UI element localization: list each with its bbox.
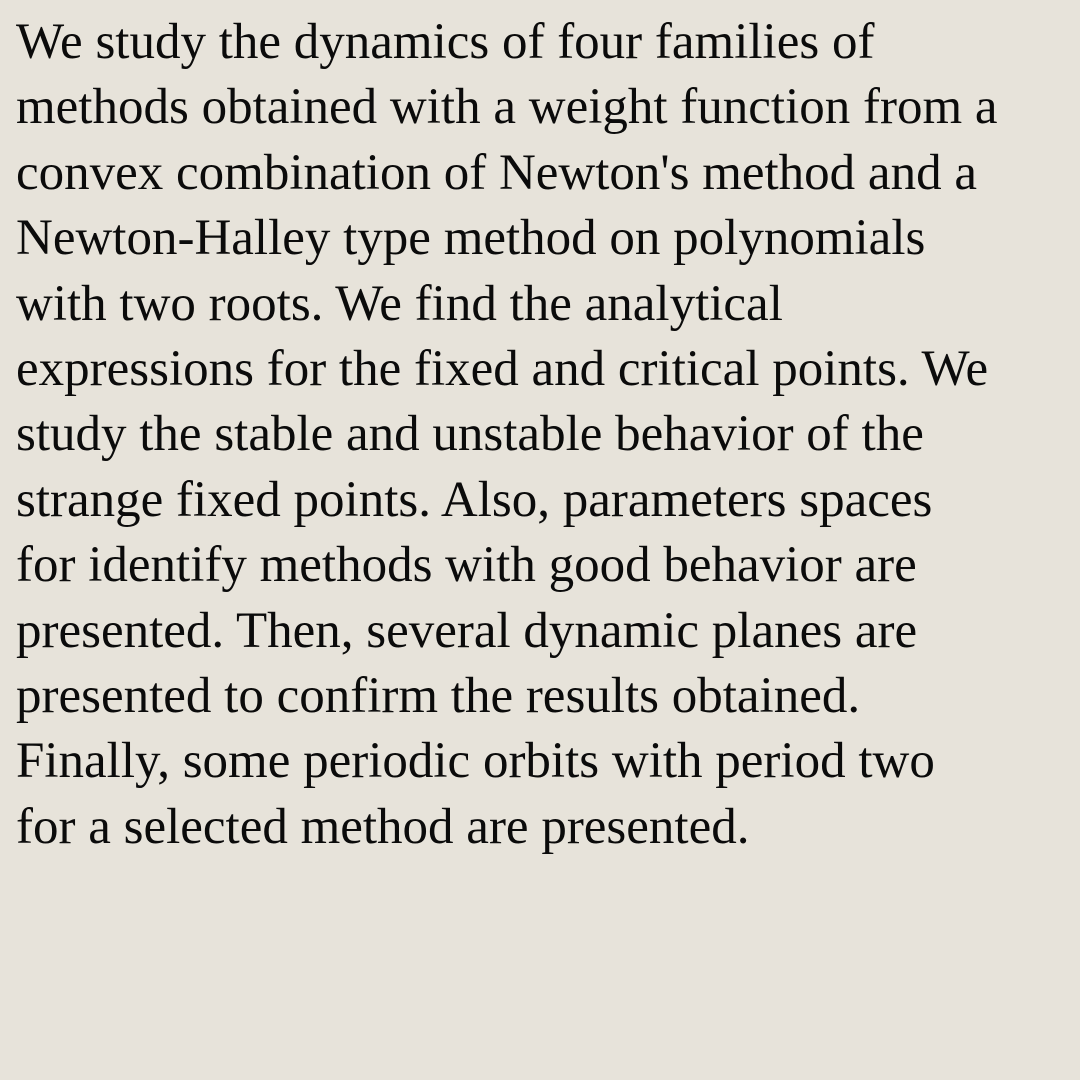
abstract-text [16,10,1064,860]
abstract-line: strange fixed points. Also, parameters spaces [16,471,933,528]
abstract-line: for identify methods with good behavior are [16,537,917,594]
abstract-line: expressions for the fixed and critical points. We [16,341,989,398]
abstract-line: with two roots. We find the analytical [16,275,783,332]
abstract-line: study the stable and unstable behavior of the [16,406,924,463]
abstract-line: methods obtained with a weight function from a [16,79,998,136]
abstract-line: Newton-Halley type method on polynomials [16,210,926,267]
abstract-line: convex combination of Newton's method and a [16,144,977,201]
abstract-line: presented. Then, several dynamic planes are [16,602,918,659]
abstract-line: for a selected method are presented. [16,798,750,855]
abstract-line: Finally, some periodic orbits with period two [16,733,935,790]
abstract-line: We study the dynamics of four families of [16,14,875,70]
abstract-line: presented to confirm the results obtained. [16,668,861,725]
